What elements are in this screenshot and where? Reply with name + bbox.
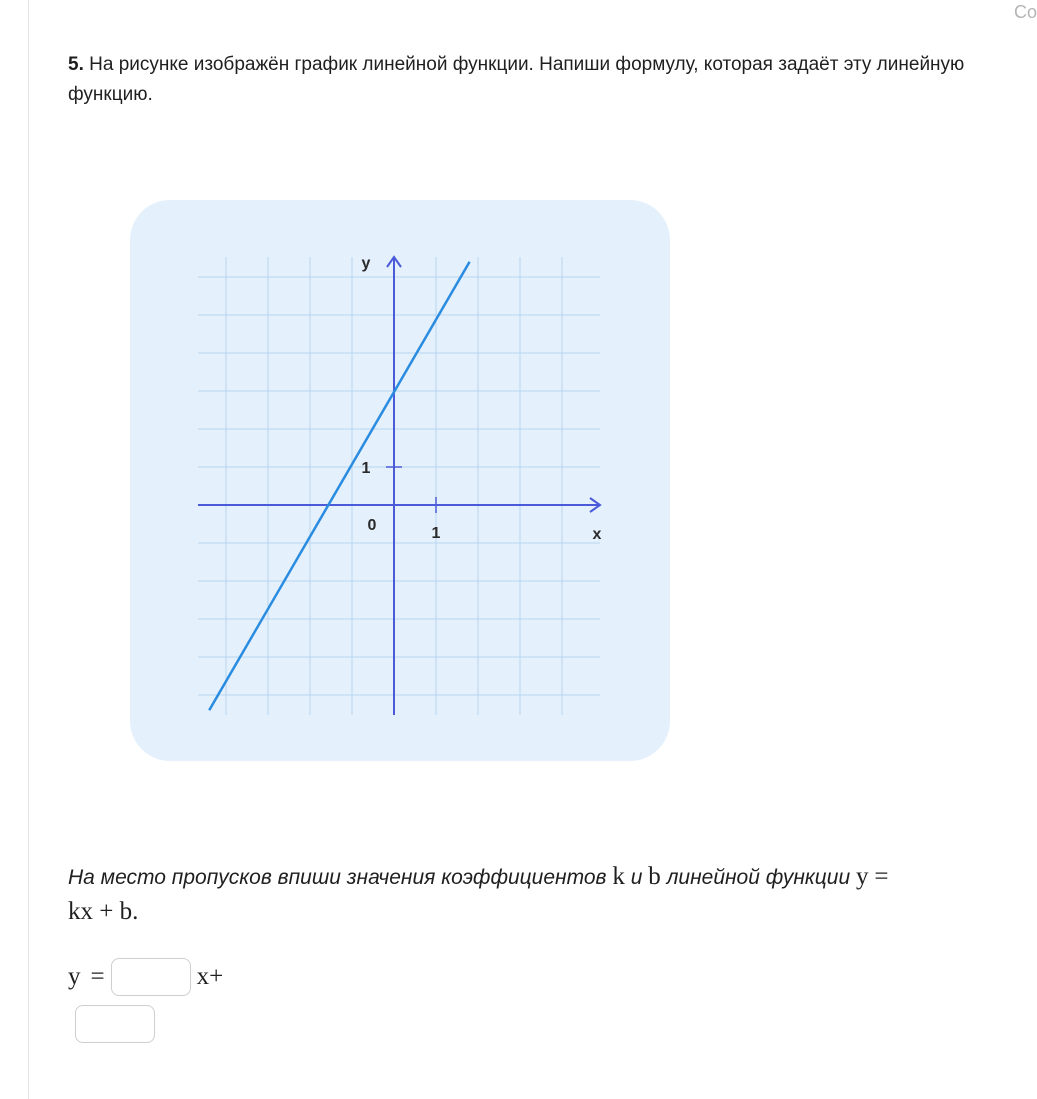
x-axis-label: x bbox=[592, 526, 602, 543]
b-input[interactable] bbox=[75, 1005, 155, 1043]
origin-label: 0 bbox=[367, 517, 377, 534]
function-line bbox=[209, 262, 469, 710]
graph-card bbox=[130, 200, 670, 761]
linear-function-graph bbox=[130, 200, 670, 761]
corner-text: Co bbox=[1014, 2, 1037, 22]
formula-rhs: kx + b. bbox=[68, 898, 139, 925]
instruction-text-2: линейной функции bbox=[666, 866, 851, 889]
answer-line bbox=[68, 955, 223, 999]
answer-equals: = bbox=[90, 963, 105, 990]
instruction bbox=[68, 860, 968, 930]
y-tick-label: 1 bbox=[361, 460, 371, 477]
formula-equals: = bbox=[874, 863, 889, 890]
coef-b: b bbox=[648, 863, 661, 890]
coef-k: k bbox=[612, 863, 625, 890]
x-tick-label: 1 bbox=[431, 525, 441, 542]
formula-y: y bbox=[856, 863, 869, 890]
k-input[interactable] bbox=[111, 958, 191, 996]
left-border bbox=[28, 0, 29, 1099]
answer-x-plus: x+ bbox=[196, 963, 224, 990]
y-axis-label: y bbox=[361, 255, 371, 272]
task-number: 5. bbox=[68, 54, 84, 75]
answer-y: y bbox=[68, 963, 81, 990]
task-text: На рисунке изображён график линейной функции. Напиши формулу, которая задаёт эту линейную функцию. bbox=[68, 54, 965, 105]
task-header bbox=[68, 50, 1013, 110]
grid bbox=[198, 257, 600, 715]
instruction-and: и bbox=[630, 866, 643, 889]
instruction-text-1: На место пропусков впиши значения коэффициентов bbox=[68, 866, 607, 889]
